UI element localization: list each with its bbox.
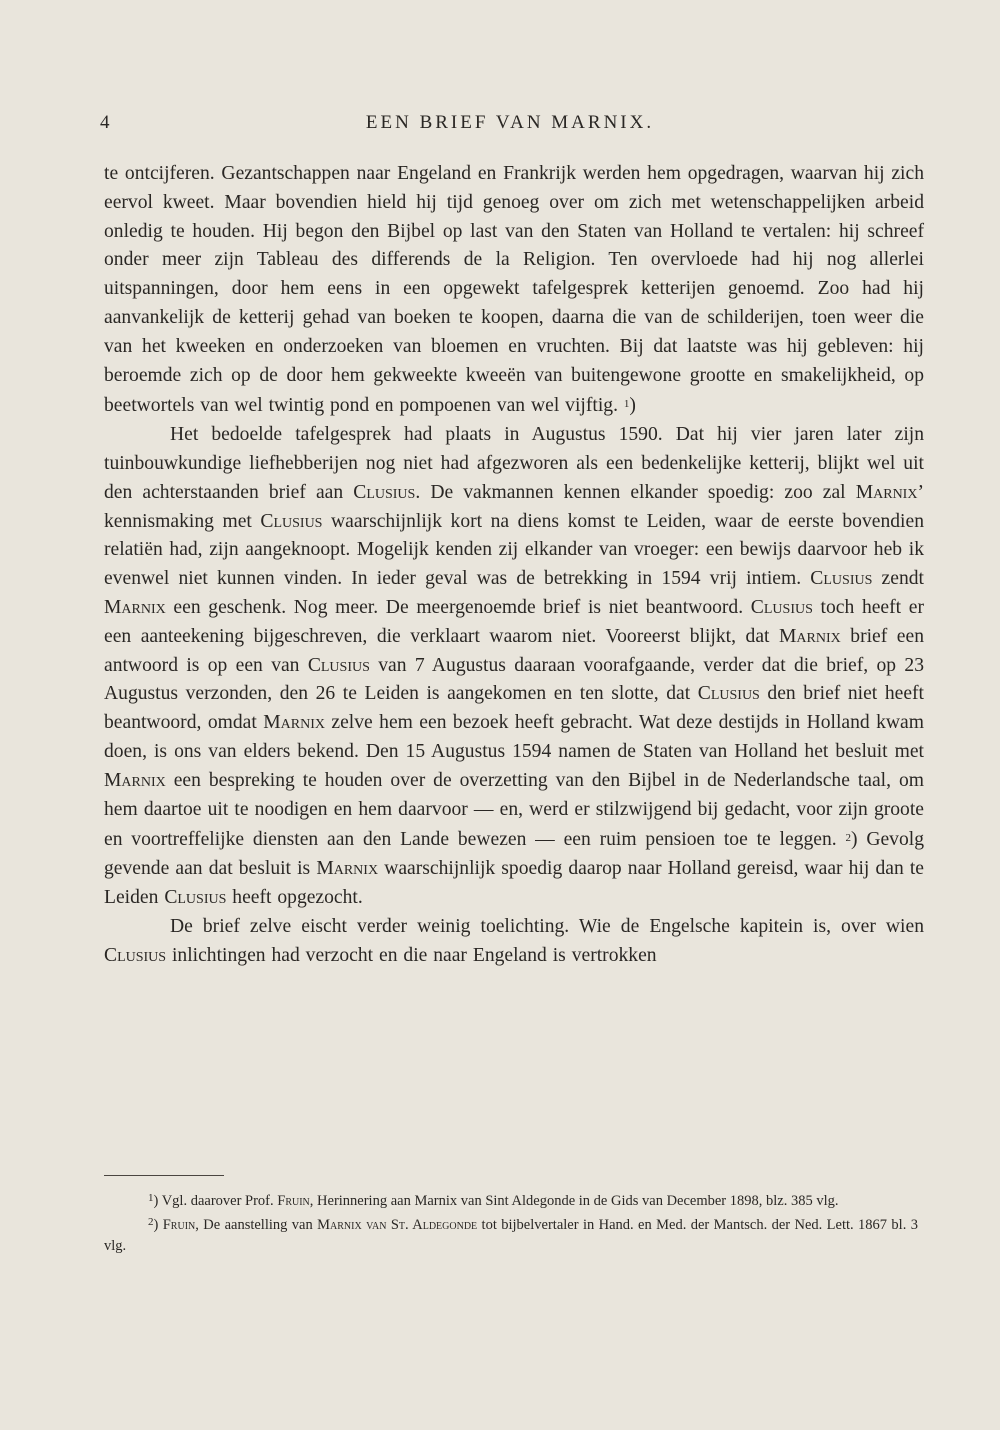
page-number: 4	[100, 112, 110, 133]
running-title: EEN BRIEF VAN MARNIX.	[365, 112, 655, 133]
footnote-2: $^2$) Fruin, De aanstelling van Marnix van St. Aldegonde tot bijbelvertaler in Hand. en Med. der Mantsch. der Ned. Lett. 1867 bl. 3 vlg.	[104, 1216, 918, 1254]
paragraph-3: De brief zelve eischt verder weinig toelichting. Wie de Engelsche kapitein is, over wien Clusius inlichtingen had verzocht en die naar Engeland is vertrokken	[104, 915, 924, 966]
footnote-divider	[104, 1175, 224, 1176]
paragraph-1: te ontcijferen. Gezantschappen naar Engeland en Frankrijk werden hem opgedragen, waarvan hij zich eervol kweet. Maar bovendien hield hij tijd genoeg over om zich met wetenschappelijken arbeid onledig te houden. Hij begon den Bijbel op last van den Staten van Holland te vertalen: hij schreef onder meer zijn Tableau des differends de la Religion. Ten overvloede had hij nog allerlei uitspanningen, door hem eens in een opgewekt tafelgesprek ketterijen genoemd. Zoo had hij aanvankelijk de ketterij gehad van boeken te koopen, daarna die van de schilderijen, toen weer die van het kweeken en onderzoeken van bloemen en vruchten. Bij dat laatste was hij gebleven: hij beroemde zich op de door hem gekweekte kweeën van buitengewone grootte en smakelijkheid, op beetwortels van wel twintig pond en pompoenen van wel vijftig. $^1$)	[104, 163, 924, 417]
body-text	[104, 160, 924, 970]
footnote-ref-1: 1	[623, 398, 630, 411]
footnotes	[104, 1188, 918, 1257]
footnote-1: $^1$) Vgl. daarover Prof. Fruin, Herinnering aan Marnix van Sint Aldegonde in de Gids van December 1898, blz. 385 vlg.	[148, 1192, 839, 1209]
page-header	[100, 112, 920, 142]
footnote-ref-2: 2	[845, 832, 851, 845]
paragraph-2: Het bedoelde tafelgesprek had plaats in Augustus 1590. Dat hij vier jaren later zijn tuinbouwkundige liefhebberijen nog niet had afgezworen als een bedenkelijke ketterij, blijkt wel uit den achterstaanden brief aan Clusius. De vakmannen kennen elkander spoedig: zoo zal Marnix’ kennismaking met Clusius waarschijnlijk kort na diens komst te Leiden, waar de eerste bovendien relatiën had, zijn aangeknoopt. Mogelijk kenden zij elkander van vroeger: een bewijs daarvoor heb ik evenwel niet kunnen vinden. In ieder geval was de betrekking in 1594 vrij intiem. Clusius zendt Marnix een geschenk. Nog meer. De meergenoemde brief is niet beantwoord. Clusius toch heeft er een aanteekening bijgeschreven, die verklaart waarom niet. Vooreerst blijkt, dat Marnix brief een antwoord is op een van Clusius van 7 Augustus daaraan voorafgaande, verder dat die brief, op 23 Augustus verzonden, den 26 te Leiden is aangekomen en ten slotte, dat Clusius den brief niet heeft beantwoord, omdat Marnix zelve hem een bezoek heeft gebracht. Wat deze destijds in Holland kwam doen, is ons van elders bekend. Den 15 Augustus 1594 namen de Staten van Holland het besluit met Marnix een bespreking te houden over de overzetting van den Bijbel in de Nederlandsche taal, om hem daartoe uit te noodigen en hem daarvoor — en, werd er stilzwijgend bij gedacht, voor zijn groote en voortreffelijke diensten aan den Lande bewezen — een ruim pensioen toe te leggen. $^2$) Gevolg gevende aan dat besluit is Marnix waarschijnlijk spoedig daarop naar Holland gereisd, waar hij dan te Leiden Clusius heeft opgezocht.	[104, 424, 925, 908]
